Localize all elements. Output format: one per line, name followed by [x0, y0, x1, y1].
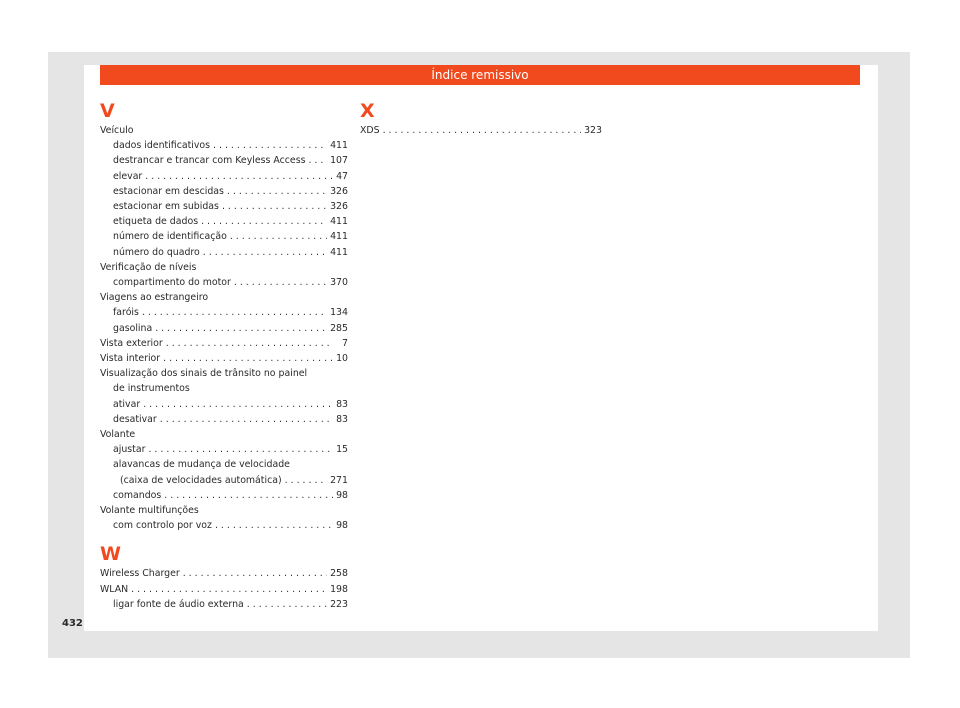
- index-letter-v: V: [100, 100, 115, 122]
- dot-leader: [143, 397, 333, 412]
- index-entry-text: com controlo por voz: [113, 520, 212, 532]
- dot-leader: [131, 582, 327, 597]
- index-entry-page: 223: [330, 598, 348, 610]
- dot-leader: [285, 473, 327, 488]
- index-entry-text: destrancar e trancar com Keyless Access: [113, 155, 306, 167]
- index-entry-text: ajustar: [113, 444, 146, 456]
- index-entry-text: ativar: [113, 398, 141, 410]
- dot-leader: [145, 169, 333, 184]
- index-entry: [100, 397, 348, 412]
- index-entry: [100, 229, 348, 244]
- index-entry-page: 326: [330, 201, 348, 213]
- index-entry-text: Vista interior: [100, 353, 161, 365]
- index-entry-page: 285: [330, 322, 348, 334]
- index-entry: [100, 169, 348, 184]
- dot-leader: [222, 199, 327, 214]
- dot-leader: [203, 245, 327, 260]
- index-entry-text: número de identificação: [113, 231, 227, 243]
- dot-leader: [183, 566, 327, 581]
- index-list-v: [100, 123, 348, 533]
- index-entry-text: gasolina: [113, 322, 153, 334]
- index-entry: [100, 214, 348, 229]
- dot-leader: [155, 321, 327, 336]
- index-column-left: [100, 100, 348, 612]
- dot-leader: [201, 214, 327, 229]
- index-entry: [100, 518, 348, 533]
- index-entry-page: 326: [330, 185, 348, 197]
- index-entry-page: 411: [330, 231, 348, 243]
- index-entry-text: elevar: [113, 170, 143, 182]
- index-entry-page: 47: [336, 170, 348, 182]
- index-list-w: [100, 566, 348, 612]
- index-entry-page: 198: [330, 583, 348, 595]
- index-heading: Verificação de níveis: [100, 261, 197, 273]
- index-entry-text: compartimento do motor: [113, 277, 231, 289]
- index-entry: [100, 138, 348, 153]
- index-entry-text: (caixa de velocidades automática): [120, 474, 282, 486]
- index-entry-page: 7: [342, 337, 348, 349]
- index-entry-page: 83: [336, 413, 348, 425]
- index-heading: Viagens ao estrangeiro: [100, 292, 209, 304]
- index-entry: [100, 582, 348, 597]
- index-entry-page: 271: [330, 474, 348, 486]
- dot-leader: [163, 351, 333, 366]
- index-entry: [100, 184, 348, 199]
- dot-leader: [160, 412, 333, 427]
- index-entry-page: 107: [330, 155, 348, 167]
- index-heading: Visualização dos sinais de trânsito no painel: [100, 368, 308, 380]
- dot-leader: [227, 184, 327, 199]
- index-entry-text: etiqueta de dados: [113, 216, 199, 228]
- dot-leader: [142, 305, 327, 320]
- index-heading: Volante: [100, 429, 136, 441]
- index-entry-text: faróis: [113, 307, 139, 319]
- index-entry: [360, 123, 602, 138]
- index-entry-text: Vista exterior: [100, 337, 163, 349]
- index-entry: [100, 321, 348, 336]
- index-entry-text: desativar: [113, 413, 157, 425]
- index-entry-page: 134: [330, 307, 348, 319]
- index-entry: [100, 245, 348, 260]
- index-entry-text: número do quadro: [113, 246, 200, 258]
- dot-leader: [247, 597, 327, 612]
- index-entry-page: 15: [336, 444, 348, 456]
- index-entry-page: 98: [336, 489, 348, 501]
- page-title: Índice remissivo: [100, 65, 860, 85]
- index-entry-page: 83: [336, 398, 348, 410]
- index-letter-w: W: [100, 543, 121, 566]
- index-entry-text: XDS: [360, 125, 380, 136]
- dot-leader: [230, 229, 327, 244]
- index-entry-text: ligar fonte de áudio externa: [113, 598, 244, 610]
- dot-leader: [234, 275, 327, 290]
- index-entry: [100, 199, 348, 214]
- index-column-right: [360, 100, 602, 138]
- dot-leader: [166, 336, 333, 351]
- index-entry-page: 370: [330, 277, 348, 289]
- index-entry-text: estacionar em descidas: [113, 185, 224, 197]
- index-list-x: [360, 123, 602, 138]
- dot-leader: [308, 153, 327, 168]
- index-entry-page: 411: [330, 216, 348, 228]
- dot-leader: [215, 518, 333, 533]
- index-entry-page: 411: [330, 246, 348, 258]
- index-entry-text: estacionar em subidas: [113, 201, 219, 213]
- index-entry: [100, 153, 348, 168]
- page-number: 432: [62, 618, 83, 629]
- index-entry: [100, 566, 348, 581]
- index-entry: [100, 275, 348, 290]
- index-entry-text: Wireless Charger: [100, 568, 180, 580]
- index-entry: [100, 336, 348, 351]
- index-entry-page: 323: [584, 125, 602, 136]
- index-letter-x: X: [360, 100, 375, 122]
- dot-leader: [383, 123, 582, 138]
- index-entry-text: WLAN: [100, 583, 129, 595]
- index-entry-page: 258: [330, 568, 348, 580]
- index-entry-text: dados identificativos: [113, 140, 211, 152]
- index-entry: [100, 351, 348, 366]
- index-entry: [100, 305, 348, 320]
- index-heading: alavancas de mudança de velocidade: [113, 459, 290, 471]
- index-heading: Veículo: [100, 125, 134, 136]
- dot-leader: [164, 488, 333, 503]
- index-entry-page: 10: [336, 353, 348, 365]
- index-heading: Volante multifunções: [100, 505, 199, 517]
- index-entry-text: comandos: [113, 489, 162, 501]
- index-heading: de instrumentos: [113, 383, 190, 395]
- index-entry-page: 98: [336, 520, 348, 532]
- index-entry: [100, 597, 348, 612]
- index-entry: [100, 412, 348, 427]
- index-entry: [100, 488, 348, 503]
- index-entry: [100, 442, 348, 457]
- dot-leader: [148, 442, 333, 457]
- index-entry: [100, 473, 348, 488]
- index-entry-page: 411: [330, 140, 348, 152]
- dot-leader: [213, 138, 327, 153]
